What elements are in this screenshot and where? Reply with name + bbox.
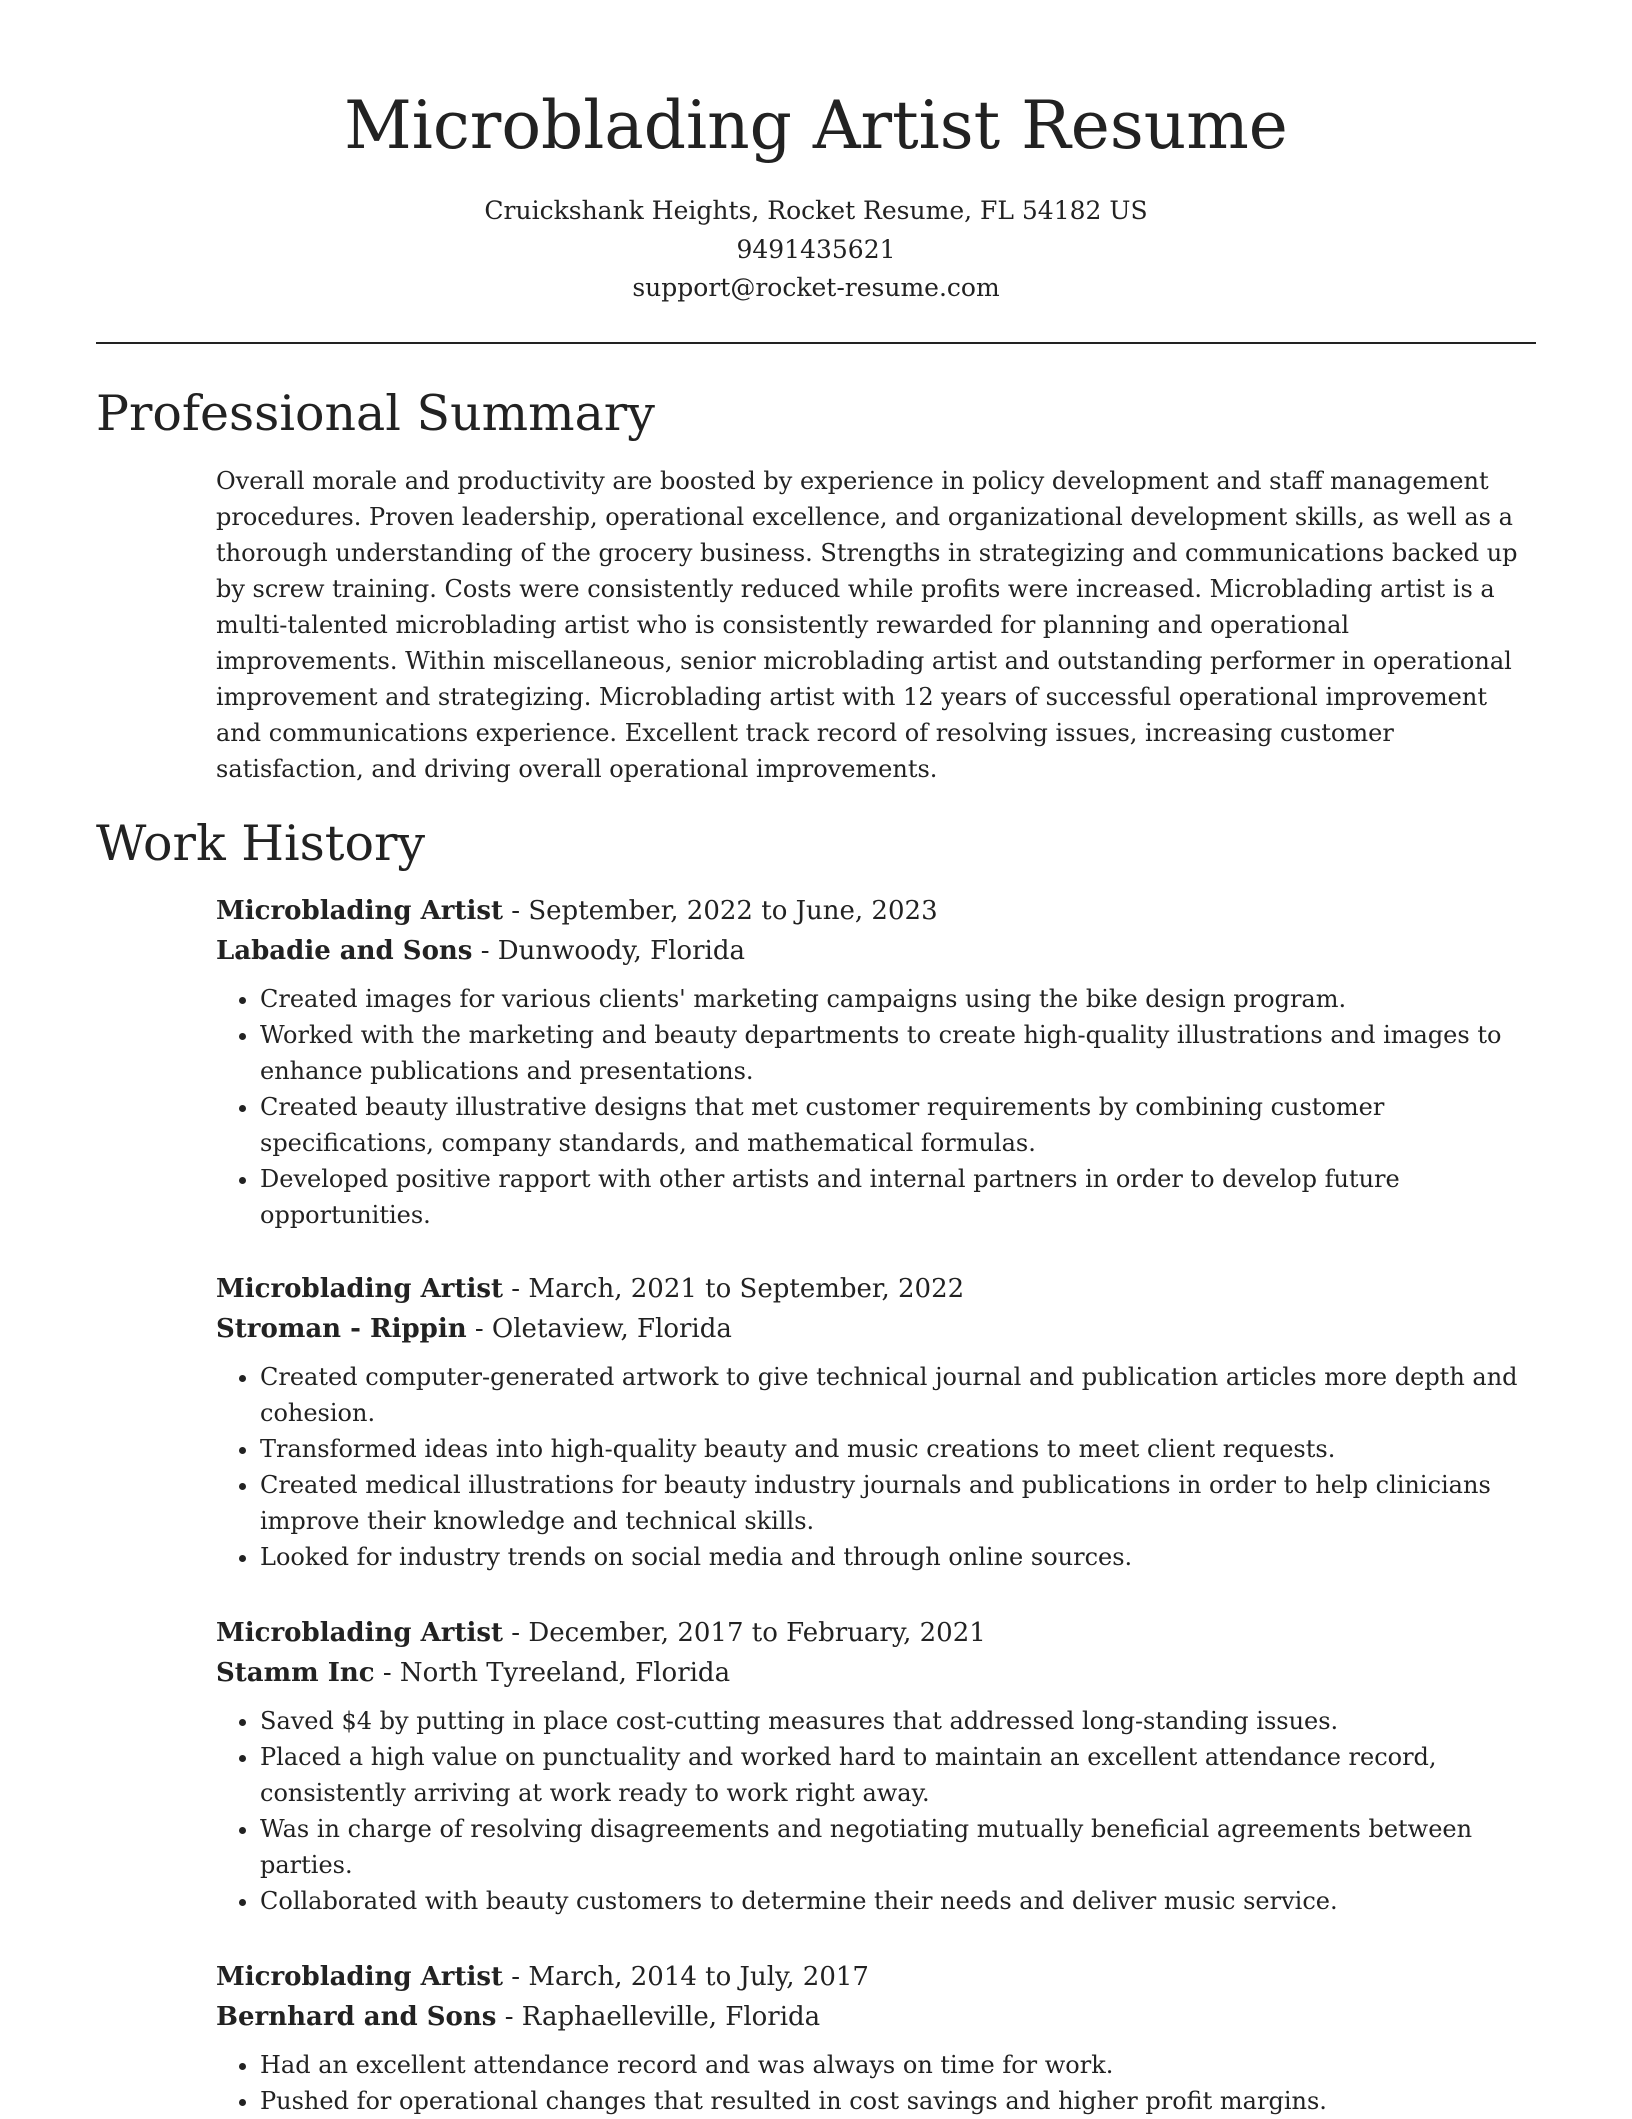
job-location: - North Tyreeland, Florida bbox=[374, 1658, 731, 1688]
job-title: Microblading Artist bbox=[216, 1618, 504, 1648]
job-bullets bbox=[216, 2047, 1536, 2119]
job-company-line bbox=[216, 931, 1536, 971]
header-divider bbox=[96, 342, 1536, 344]
job-company: Stroman - Rippin bbox=[216, 1314, 467, 1344]
contact-phone: 9491435621 bbox=[736, 234, 896, 264]
job-bullet: • Worked with the marketing and beauty departments to create high-quality illustrations and images to enhance publications and presentations. bbox=[260, 1017, 1536, 1089]
contact-address: Cruickshank Heights, Rocket Resume, FL 54182 US bbox=[484, 196, 1148, 225]
job-company-line bbox=[216, 1309, 1536, 1349]
job-title-line bbox=[216, 1957, 1536, 1997]
contact-email: support@rocket-resume.com bbox=[632, 273, 1000, 302]
job-location: - Oletaview, Florida bbox=[466, 1314, 732, 1344]
contact-info bbox=[0, 192, 1632, 308]
job-bullet: • Created computer-generated artwork to give technical journal and publication articles more depth and cohesion. bbox=[260, 1359, 1536, 1431]
job-dates: - March, 2021 to September, 2022 bbox=[503, 1274, 965, 1304]
job-location: - Dunwoody, Florida bbox=[472, 936, 745, 966]
job-bullets bbox=[216, 981, 1536, 1233]
job-bullets bbox=[216, 1703, 1536, 1919]
job-title-line bbox=[216, 891, 1536, 931]
summary-heading: Professional Summary bbox=[96, 385, 655, 442]
job-entry bbox=[216, 1957, 1536, 2119]
job-title-line bbox=[216, 1269, 1536, 1309]
job-company: Bernhard and Sons bbox=[216, 2002, 497, 2032]
job-title: Microblading Artist bbox=[216, 1962, 504, 1992]
job-bullet: • Placed a high value on punctuality and worked hard to maintain an excellent attendance record, consistently arriving at work ready to work right away. bbox=[260, 1739, 1536, 1811]
job-company: Stamm Inc bbox=[216, 1658, 375, 1688]
work-history-heading: Work History bbox=[96, 815, 426, 872]
job-title-line bbox=[216, 1613, 1536, 1653]
job-bullet: • Created images for various clients' marketing campaigns using the bike design program. bbox=[260, 981, 1536, 1017]
job-bullets bbox=[216, 1359, 1536, 1575]
job-bullet: • Saved $4 by putting in place cost-cutting measures that addressed long-standing issues. bbox=[260, 1703, 1536, 1739]
job-location: - Raphaelleville, Florida bbox=[496, 2002, 821, 2032]
job-title: Microblading Artist bbox=[216, 1274, 504, 1304]
job-company-line bbox=[216, 1997, 1536, 2037]
job-dates: - September, 2022 to June, 2023 bbox=[503, 896, 938, 926]
job-entry bbox=[216, 1613, 1536, 1919]
job-bullet: • Had an excellent attendance record and was always on time for work. bbox=[260, 2047, 1536, 2083]
job-bullet: • Was in charge of resolving disagreements and negotiating mutually beneficial agreements between parties. bbox=[260, 1811, 1536, 1883]
job-company: Labadie and Sons bbox=[216, 936, 473, 966]
job-bullet: • Created medical illustrations for beauty industry journals and publications in order to help clinicians improve their knowledge and technical skills. bbox=[260, 1467, 1536, 1539]
job-bullet: • Created beauty illustrative designs that met customer requirements by combining customer specifications, company standards, and mathematical formulas. bbox=[260, 1089, 1536, 1161]
job-entry bbox=[216, 1269, 1536, 1575]
job-bullet: • Collaborated with beauty customers to determine their needs and deliver music service. bbox=[260, 1883, 1536, 1919]
summary-text: Overall morale and productivity are boosted by experience in policy development and staff management procedures. Proven leadership, operational excellence, and organizational development skills, as well as a thorough understanding of the grocery business. Strengths in strategizing and communications backed up by screw training. Costs were consistently reduced while profits were increased. Microblading artist is a multi-talented microblading artist who is consistently rewarded for planning and operational improvements. Within miscellaneous, senior microblading artist and outstanding performer in operational improvement and strategizing. Microblading artist with 12 years of successful operational improvement and communications experience. Excellent track record of resolving issues, increasing customer satisfaction, and driving overall operational improvements. bbox=[216, 467, 1518, 783]
job-bullet: • Pushed for operational changes that resulted in cost savings and higher profit margins. bbox=[260, 2083, 1536, 2119]
job-dates: - December, 2017 to February, 2021 bbox=[503, 1618, 986, 1648]
job-bullet: • Looked for industry trends on social media and through online sources. bbox=[260, 1539, 1536, 1575]
resume-title: Microblading Artist Resume bbox=[344, 87, 1288, 164]
job-entry bbox=[216, 891, 1536, 1233]
job-title: Microblading Artist bbox=[216, 896, 504, 926]
job-dates: - March, 2014 to July, 2017 bbox=[503, 1962, 869, 1992]
job-bullet: • Developed positive rapport with other artists and internal partners in order to develop future opportunities. bbox=[260, 1161, 1536, 1233]
job-company-line bbox=[216, 1653, 1536, 1693]
job-bullet: • Transformed ideas into high-quality beauty and music creations to meet client requests. bbox=[260, 1431, 1536, 1467]
